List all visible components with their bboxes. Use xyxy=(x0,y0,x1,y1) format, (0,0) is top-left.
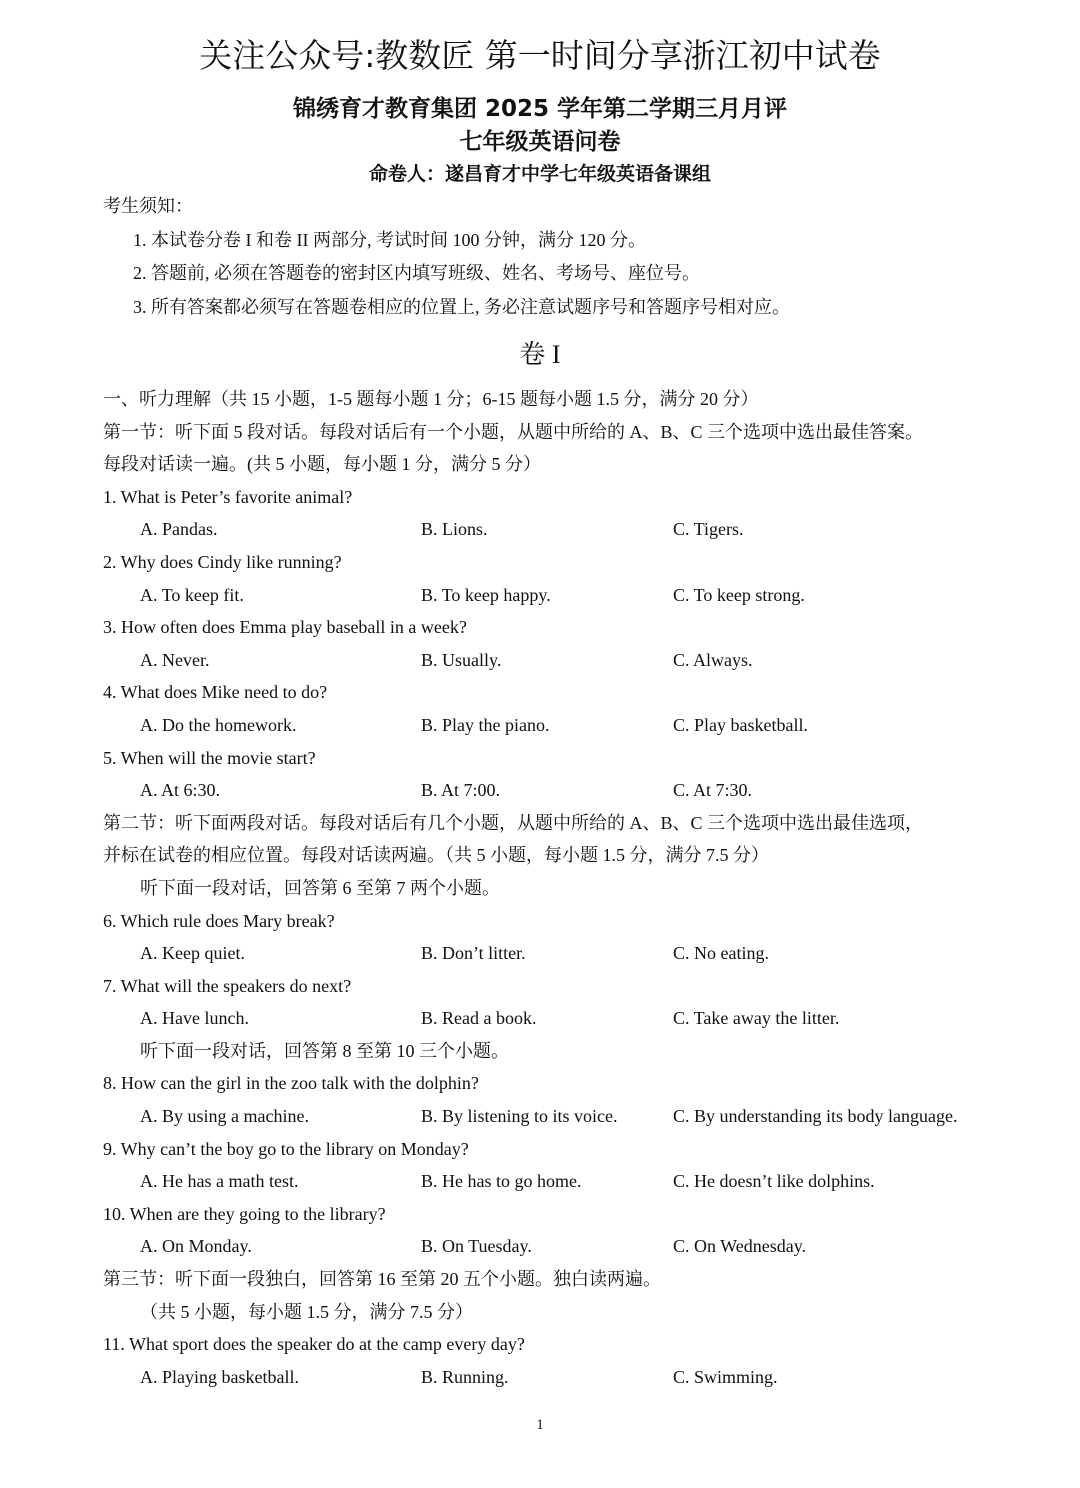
answer-options xyxy=(103,937,1003,970)
option-b: B. At 7:00. xyxy=(421,780,501,801)
question: 3. How often does Emma play baseball in a week? xyxy=(103,617,467,638)
option-b: B. He has to go home. xyxy=(421,1171,582,1192)
option-a: A. To keep fit. xyxy=(140,584,244,605)
option-b: B. Lions. xyxy=(421,519,488,540)
question: 10. When are they going to the library? xyxy=(103,1203,386,1224)
option-b: B. Read a book. xyxy=(421,1008,537,1029)
option-b: B. To keep happy. xyxy=(421,584,551,605)
section-instruction: 第一节：听下面 5 段对话。每段对话后有一个小题，从题中所给的 A、B、C 三个选项中选出最佳答案。 xyxy=(103,421,924,442)
option-b: B. By listening to its voice. xyxy=(421,1106,618,1127)
option-a: A. Have lunch. xyxy=(140,1008,249,1029)
answer-options xyxy=(103,513,1003,546)
exam-school-title: 锦绣育才教育集团 2025 学年第二学期三月月评 xyxy=(292,96,788,122)
option-c: C. Always. xyxy=(673,649,753,670)
option-c: C. At 7:30. xyxy=(673,780,753,801)
option-c: C. Swimming. xyxy=(673,1366,778,1387)
question: 4. What does Mike need to do? xyxy=(103,682,328,703)
option-a: A. Playing basketball. xyxy=(140,1366,299,1387)
question: 9. Why can’t the boy go to the library on Monday? xyxy=(103,1138,469,1159)
option-c: C. On Wednesday. xyxy=(673,1236,807,1257)
option-a: A. By using a machine. xyxy=(140,1106,309,1127)
option-a: A. Do the homework. xyxy=(140,714,297,735)
answer-options xyxy=(103,774,1003,807)
section-instruction: 听下面一段对话，回答第 6 至第 7 两个小题。 xyxy=(140,877,500,898)
notice-item: 1. 本试卷分卷 I 和卷 II 两部分, 考试时间 100 分钟，满分 120 分。 xyxy=(133,230,646,250)
exam-body xyxy=(103,383,1003,1393)
section-instruction: 听下面一段对话，回答第 8 至第 10 三个小题。 xyxy=(140,1040,509,1061)
section-instruction: 每段对话读一遍。(共 5 小题，每小题 1 分，满分 5 分） xyxy=(103,454,541,475)
question: 11. What sport does the speaker do at the camp every day? xyxy=(103,1334,525,1355)
option-a: A. He has a math test. xyxy=(140,1171,299,1192)
notice-heading: 考生须知： xyxy=(103,196,193,216)
option-c: C. To keep strong. xyxy=(673,584,805,605)
question: 8. How can the girl in the zoo talk with the dolphin? xyxy=(103,1073,479,1094)
section-instruction: （共 5 小题，每小题 1.5 分，满分 7.5 分） xyxy=(140,1301,473,1322)
option-b: B. Usually. xyxy=(421,649,502,670)
section-instruction: 并标在试卷的相应位置。每段对话读两遍。（共 5 小题，每小题 1.5 分，满分 7.5 分） xyxy=(103,845,769,866)
notice-item: 2. 答题前, 必须在答题卷的密封区内填写班级、姓名、考场号、座位号。 xyxy=(133,263,700,283)
page-number: 1 xyxy=(536,1417,544,1433)
section-instruction: 第三节：听下面一段独白，回答第 16 至第 20 五个小题。独白读两遍。 xyxy=(103,1269,661,1290)
option-c: C. He doesn’t like dolphins. xyxy=(673,1171,875,1192)
answer-options xyxy=(103,579,1003,612)
answer-options xyxy=(103,1165,1003,1198)
option-b: B. Don’t litter. xyxy=(421,943,526,964)
option-a: A. Keep quiet. xyxy=(140,943,245,964)
section-instruction: 第二节：听下面两段对话。每段对话后有几个小题，从题中所给的 A、B、C 三个选项中选出最佳选项， xyxy=(103,812,924,833)
option-a: A. Pandas. xyxy=(140,519,218,540)
question: 6. Which rule does Mary break? xyxy=(103,910,335,931)
answer-options xyxy=(103,644,1003,677)
option-c: C. Take away the litter. xyxy=(673,1008,840,1029)
exam-paper-title: 七年级英语问卷 xyxy=(459,129,621,155)
section-instruction: 一、听力理解（共 15 小题，1-5 题每小题 1 分；6-15 题每小题 1.5 分，满分 20 分） xyxy=(103,389,759,409)
option-b: B. On Tuesday. xyxy=(421,1236,532,1257)
option-a: A. Never. xyxy=(140,649,210,670)
question: 2. Why does Cindy like running? xyxy=(103,551,342,572)
answer-options xyxy=(103,1100,1003,1133)
question: 7. What will the speakers do next? xyxy=(103,975,352,996)
option-a: A. At 6:30. xyxy=(140,780,221,801)
question: 5. When will the movie start? xyxy=(103,747,316,768)
option-b: B. Play the piano. xyxy=(421,714,550,735)
option-c: C. Play basketball. xyxy=(673,714,808,735)
banner-title: 关注公众号:教数匠 第一时间分享浙江初中试卷 xyxy=(199,36,881,75)
notice-item: 3. 所有答案都必须写在答题卷相应的位置上, 务必注意试题序号和答题序号相对应。 xyxy=(133,297,790,317)
answer-options xyxy=(103,1002,1003,1035)
exam-author: 命卷人：遂昌育才中学七年级英语备课组 xyxy=(368,163,711,185)
answer-options xyxy=(103,709,1003,742)
option-c: C. No eating. xyxy=(673,943,769,964)
volume-title: 卷 I xyxy=(519,340,561,369)
option-b: B. Running. xyxy=(421,1366,509,1387)
option-c: C. By understanding its body language. xyxy=(673,1106,958,1127)
option-c: C. Tigers. xyxy=(673,519,744,540)
question: 1. What is Peter’s favorite animal? xyxy=(103,486,353,507)
answer-options xyxy=(103,1361,1003,1394)
answer-options xyxy=(103,1230,1003,1263)
option-a: A. On Monday. xyxy=(140,1236,252,1257)
